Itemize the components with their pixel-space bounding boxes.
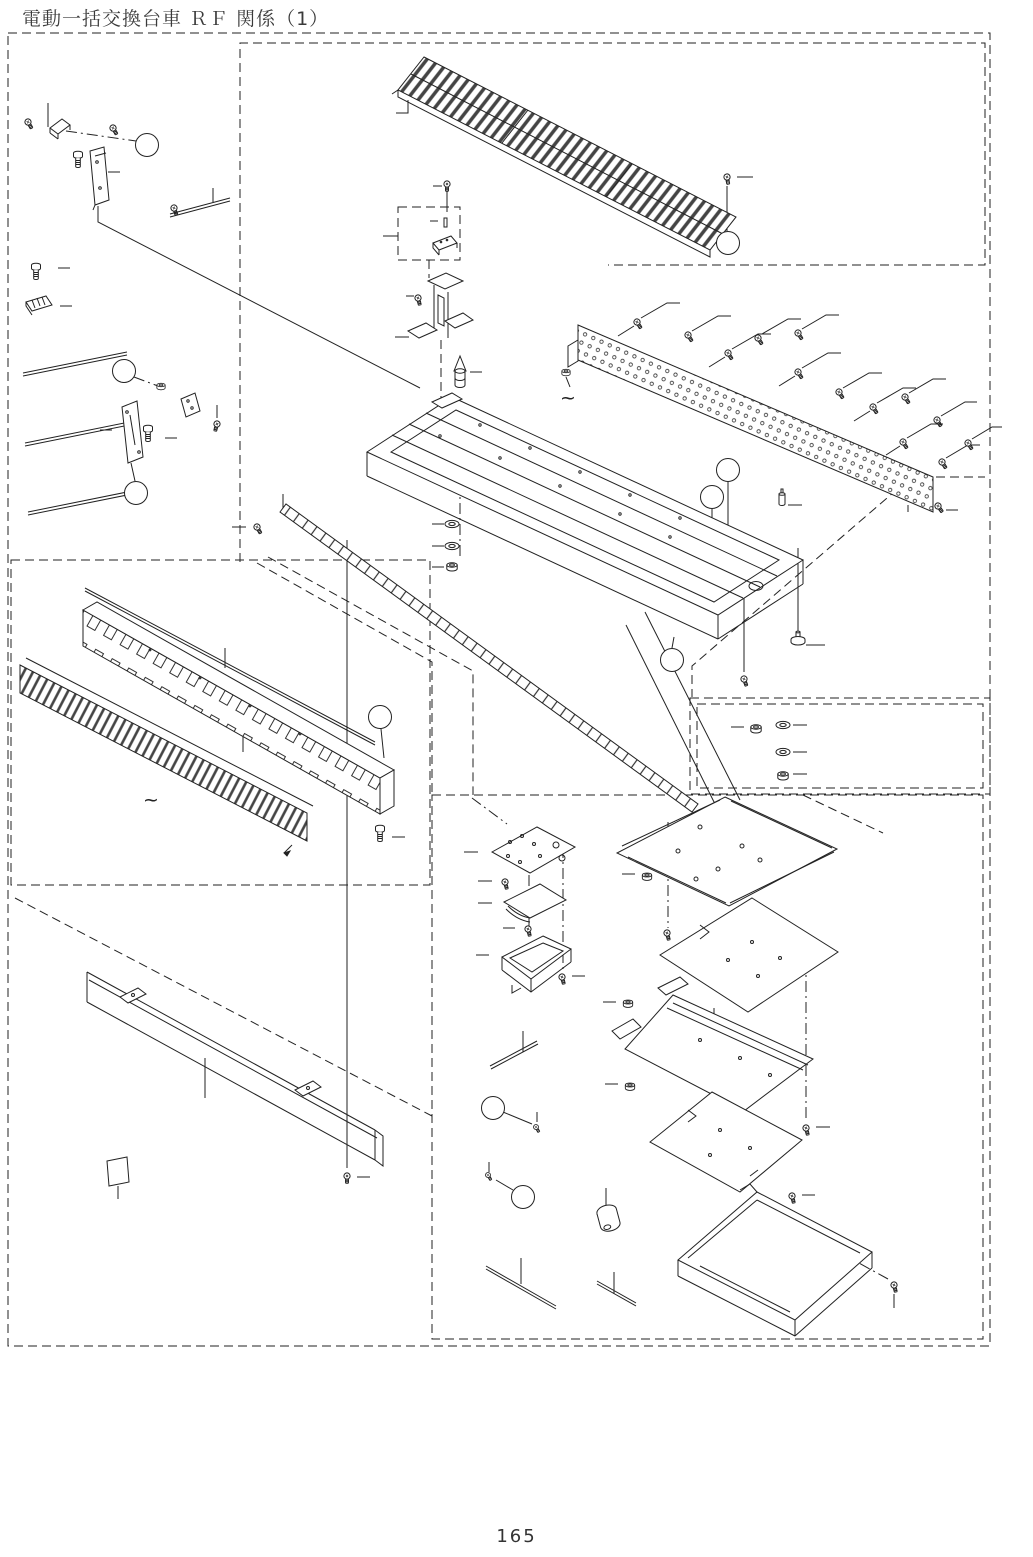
balloon-callout [482, 1097, 505, 1120]
foot-parts [740, 631, 805, 780]
page-title: 電動一括交換台車 ＲＦ 関係（1） [22, 8, 330, 30]
balloon-callout [125, 482, 148, 505]
cone-pin [454, 356, 466, 388]
rod-part [170, 198, 230, 217]
connector-diagonal-3 [15, 898, 432, 1116]
dashed-border-boxes [8, 33, 990, 1346]
threaded-rods [485, 1041, 636, 1309]
deep-tray [678, 1184, 899, 1336]
balloon-callout [136, 134, 159, 157]
balloon-callout [717, 232, 740, 255]
outer-border [8, 33, 990, 1346]
balloon-callout [113, 360, 136, 383]
balloon-callout [512, 1186, 535, 1209]
bracket-group-b [122, 383, 221, 481]
balloon-callout [717, 459, 740, 482]
washer-stack-mid [445, 520, 459, 571]
label-square [107, 1157, 129, 1186]
detail-box-small-block [398, 207, 460, 260]
leader-lines [48, 100, 958, 1308]
tilde-annotation: ~ [560, 387, 576, 409]
small-block-part [433, 181, 457, 255]
plate-stack-right [612, 797, 838, 1204]
balloon-callout [701, 486, 724, 509]
balloon-callout [661, 649, 684, 672]
page-number: 165 [496, 1526, 537, 1547]
angle-bar [87, 972, 383, 1183]
main-frame [367, 393, 803, 639]
connector-diagonal-5 [803, 795, 883, 833]
plug-pin [779, 489, 785, 506]
detail-box-feet-inner [697, 704, 983, 788]
roller-cylinder [595, 1203, 621, 1233]
mounting-screws [618, 303, 1002, 514]
detail-box-feet-outer [690, 698, 990, 794]
tilde-annotation: ~ [143, 789, 159, 811]
support-bracket-stand [408, 273, 473, 338]
balloon-callout [369, 706, 392, 729]
screw-and-block [26, 263, 52, 315]
